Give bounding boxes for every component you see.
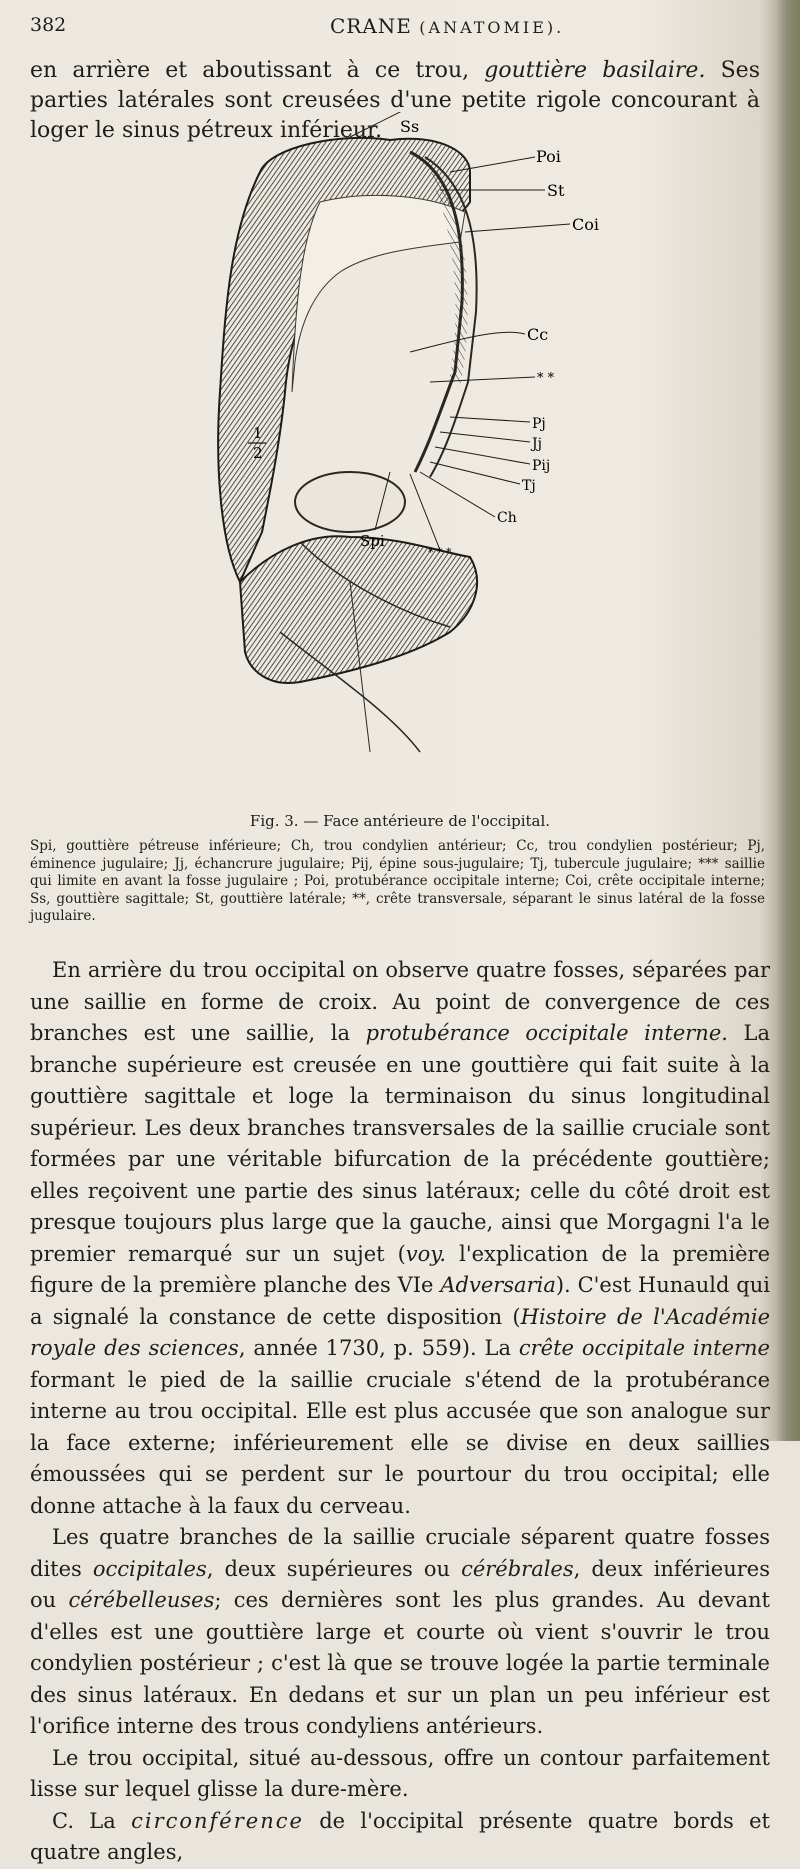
leader-ch xyxy=(420,472,495,517)
paragraph-4 xyxy=(30,1806,770,1869)
p1-text-f: formant le pied de la saillie cruciale s'étend de la protubérance interne au trou occipital. Elle est plus accusée que son analogue sur la face externe; inférieurement elle se divise en deux saillies émoussées qui se perdent sur le pourtour du trou occipital; elle donne attache à la faux du cerveau. xyxy=(30,1367,770,1518)
paragraph-2 xyxy=(30,1522,770,1743)
p1-text-e: , année 1730, p. 559). La xyxy=(238,1336,519,1360)
p1-text-d: ). C'est Hunauld qui a signalé la constance de cette disposition ( xyxy=(30,1273,770,1329)
p1-em-histoire: Histoire de l'Académie royale des sciences xyxy=(30,1304,771,1360)
anatomical-figure xyxy=(200,112,640,802)
page-header xyxy=(0,14,800,44)
scale-numerator: 1 xyxy=(253,424,263,442)
p1-em-crete: crête occipitale interne xyxy=(518,1336,770,1360)
p2-text-d: ; ces dernières sont les plus grandes. Au devant d'elles est une gouttière large et courte où vient s'ouvrir le trou condylien postérieur ; c'est là que se trouve logée la partie terminale des sinus latéraux. En dedans et sur un plan un peu inférieur est l'orifice interne des trous condyliens antérieurs. xyxy=(30,1588,770,1738)
p4-text-b: de l'occipital présente quatre bords et quatre angles, xyxy=(30,1808,770,1864)
p2-em-occipitales: occipitales xyxy=(92,1556,207,1581)
p2-em-cerebrales: cérébrales xyxy=(461,1556,574,1581)
leader-coi xyxy=(465,224,570,232)
running-title-main: CRANE xyxy=(330,14,412,38)
occipital-bone-engraving xyxy=(200,112,640,802)
paragraph-3: Le trou occipital, situé au-dessous, offre un contour parfaitement lisse sur lequel glisse la dure-mère. xyxy=(30,1745,770,1801)
label-poi: Poi xyxy=(536,147,561,166)
label-triple-star: * * * xyxy=(428,546,452,559)
p1-text-a: En arrière du trou occipital on observe quatre fosses, séparées par une saillie en forme de croix. Au point de convergence de ces branches est une saillie, la xyxy=(30,958,770,1045)
leader-pj xyxy=(450,417,530,422)
p1-em-voy: voy. xyxy=(405,1241,447,1266)
leader-triple-star xyxy=(410,474,440,550)
running-title xyxy=(330,14,564,38)
page-number: 382 xyxy=(30,14,67,36)
intro-emphasis: gouttière basilaire. xyxy=(484,58,706,83)
label-pij: Pij xyxy=(532,458,551,474)
p2-em-cerebelleuses: cérébelleuses xyxy=(68,1588,215,1612)
leader-pij xyxy=(435,447,530,464)
condylar-canal-opening xyxy=(295,472,405,532)
p2-text-a: Les quatre branches de la saillie cruciale séparent quatre fosses dites xyxy=(30,1525,770,1581)
label-jj: Jj xyxy=(532,436,542,452)
p2-text-c: , deux inférieures ou xyxy=(30,1556,770,1612)
label-spi: Spi xyxy=(360,532,385,550)
p4-em-circonference: circonférence xyxy=(131,1808,304,1833)
figure-caption-legend: Spi, gouttière pétreuse inférieure; Ch, trou condylien antérieur; Cc, trou condylien postérieur; Pj, éminence jugulaire; Jj, échancrure jugulaire; Pij, épine sous-jugulaire; Tj, tubercule jugulaire; *** saillie qui limite en avant la fosse jugulaire ; Poi, protubérance occipitale interne; Coi, crête occipitale interne; Ss, gouttière sagittale; St, gouttière latérale; **, crête transversale, séparant le sinus latéral de la fosse jugulaire. xyxy=(30,838,765,924)
label-ss: Ss xyxy=(400,117,420,136)
paragraph-1 xyxy=(30,955,770,1522)
label-cc: Cc xyxy=(527,325,549,344)
leader-double-star xyxy=(430,377,535,382)
p1-em-protuberance: protubérance occipitale interne. xyxy=(365,1021,728,1045)
figure-caption-title: Fig. 3. — Face antérieure de l'occipital. xyxy=(249,812,551,830)
label-ch: Ch xyxy=(497,510,517,526)
label-pj: Pj xyxy=(532,416,546,432)
intro-text-1: en arrière et aboutissant à ce trou, xyxy=(30,58,485,83)
leader-jj xyxy=(440,432,530,442)
label-coi: Coi xyxy=(572,215,599,234)
label-double-star: * * xyxy=(537,371,555,386)
label-st: St xyxy=(547,181,565,200)
fossa-light-area xyxy=(292,195,465,392)
leader-cc xyxy=(410,332,525,352)
p4-text-a: C. La xyxy=(52,1808,132,1833)
page-edge-shadow xyxy=(776,0,800,1441)
p1-text-c: l'explication de la première figure de la première planche des VIe xyxy=(30,1241,770,1297)
p2-text-b: , deux supérieures ou xyxy=(206,1556,462,1581)
main-body-text xyxy=(30,955,770,1869)
leader-tj xyxy=(430,462,520,484)
scale-denominator: 2 xyxy=(253,444,263,462)
running-title-sub: (ANATOMIE). xyxy=(419,18,565,37)
p1-em-adversaria: Adversaria xyxy=(440,1273,556,1297)
label-tj: Tj xyxy=(522,478,536,494)
p1-text-b: La branche supérieure est creusée en une gouttière qui fait suite à la gouttière sagittale et loge la terminaison du sinus longitudinal supérieur. Les deux branches transversales de la saillie cruciale sont formées par une véritable bifurcation de la précédente gouttière; elles reçoivent une partie des sinus latéraux; celle du côté droit est presque toujours plus large que la gauche, ainsi que Morgagni l'a le premier remarqué sur un sujet ( xyxy=(30,1021,770,1266)
intro-text-2: Ses parties latérales sont creusées d'une petite rigole concourant à loger le sinus pétreux inférieur. xyxy=(30,58,760,143)
